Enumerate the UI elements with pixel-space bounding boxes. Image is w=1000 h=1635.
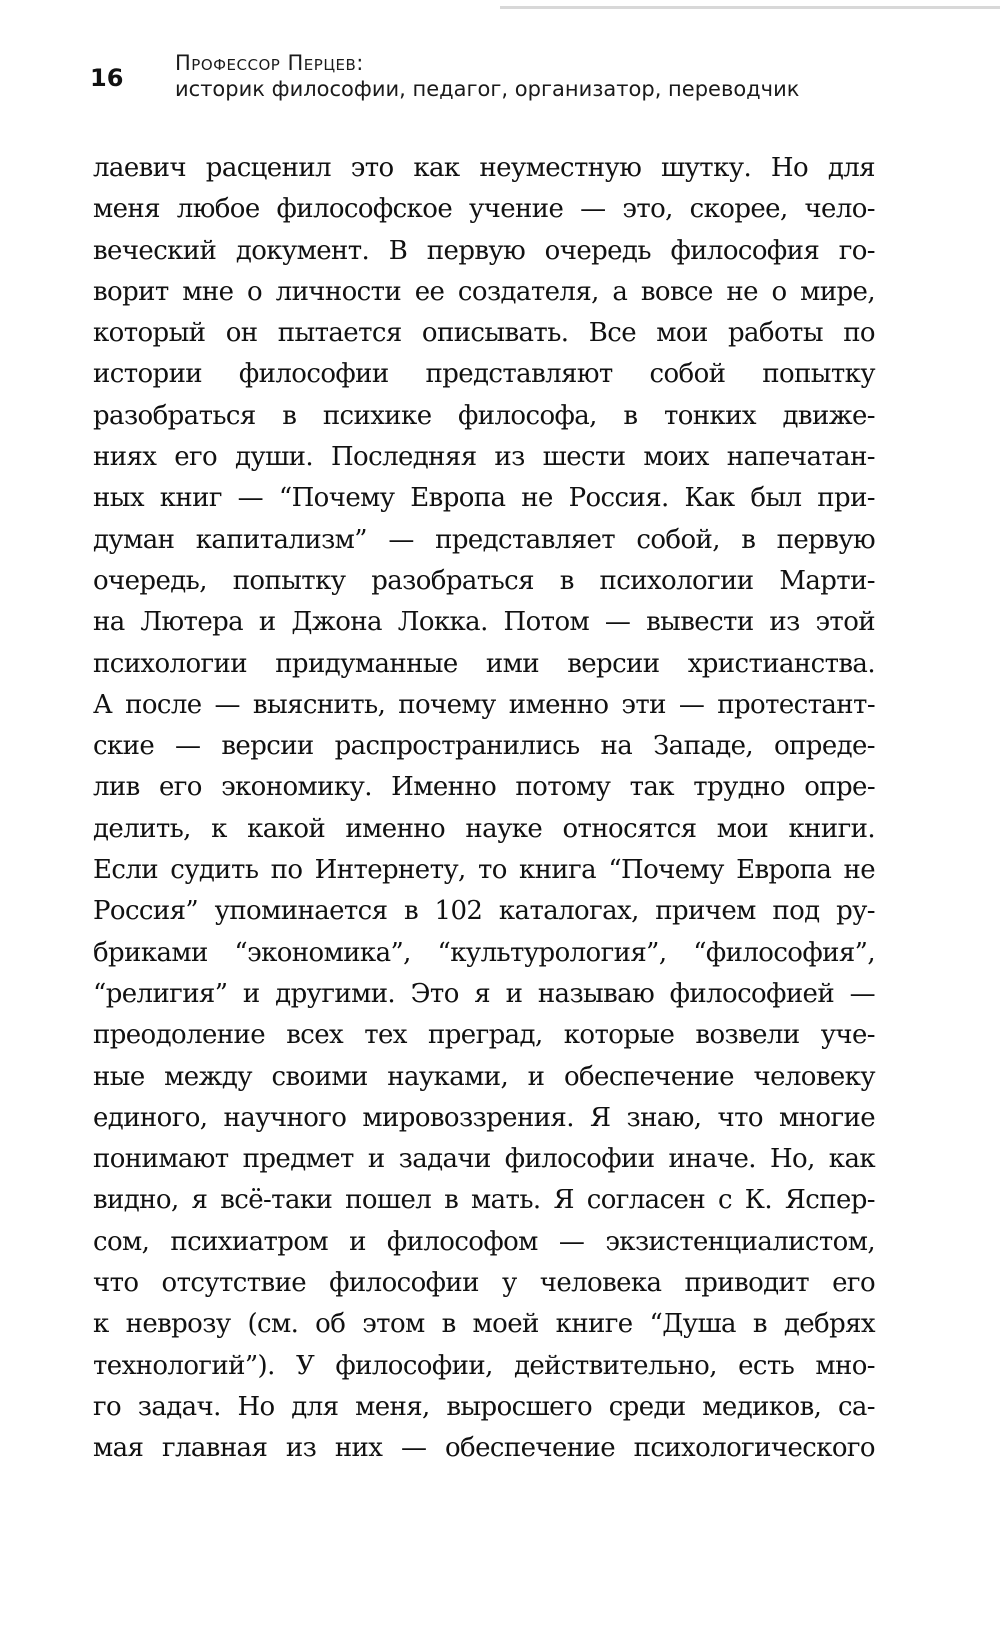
text-line: видно, я всё-таки пошел в мать. Я согласен с К. Яспер-: [93, 1185, 875, 1216]
top-edge-rule: [500, 6, 1000, 9]
text-line: единого, научного мировоззрения. Я знаю, что многие: [93, 1102, 875, 1133]
text-line: веческий документ. В первую очередь философия го-: [93, 235, 875, 266]
text-line: А после — выяснить, почему именно эти — протестант-: [93, 689, 875, 720]
text-line: ворит мне о личности ее создателя, а вовсе не о мире,: [93, 276, 875, 307]
text-line: очередь, попытку разобраться в психологии Марти-: [93, 565, 875, 596]
text-line: истории философии представляют собой попытку: [93, 359, 875, 390]
running-head: [175, 50, 799, 102]
text-line: го задач. Но для меня, выросшего среди медиков, са-: [93, 1391, 875, 1422]
text-line: понимают предмет и задачи философии иначе. Но, как: [93, 1144, 875, 1175]
text-line: лив его экономику. Именно потому так трудно опре-: [93, 772, 875, 803]
text-line: который он пытается описывать. Все мои работы по: [93, 318, 875, 349]
text-line: сом, психиатром и философом — экзистенциалистом,: [93, 1226, 875, 1257]
text-line: ские — версии распространились на Западе, опреде-: [93, 731, 875, 762]
text-line: Россия” упоминается в 102 каталогах, причем под ру-: [93, 896, 875, 927]
text-line: разобраться в психике философа, в тонких движе-: [93, 400, 875, 431]
text-line: Если судить по Интернету, то книга “Почему Европа не: [93, 855, 875, 886]
running-head-subtitle: историк философии, педагог, организатор, переводчик: [175, 77, 800, 101]
text-line: ниях его души. Последняя из шести моих напечатан-: [93, 442, 875, 473]
text-line: думан капитализм” — представляет собой, в первую: [93, 524, 875, 555]
text-line: меня любое философское учение — это, скорее, чело-: [93, 194, 875, 225]
text-line: к неврозу (см. об этом в моей книге “Душа в дебрях: [93, 1309, 875, 1340]
text-line: психологии придуманные ими версии христианства.: [93, 648, 875, 679]
text-line: лаевич расценил это как неуместную шутку. Но для: [93, 153, 875, 183]
running-head-title: Профессор Перцев:: [175, 51, 364, 75]
text-line: бриками “экономика”, “культурология”, “философия”,: [93, 937, 875, 968]
body-text: [93, 148, 875, 1470]
text-line: ные между своими науками, и обеспечение человеку: [93, 1061, 875, 1092]
text-line: мая главная из них — обеспечение психологического: [93, 1433, 875, 1464]
text-line: на Лютера и Джона Локка. Потом — вывести из этой: [93, 607, 875, 638]
text-line: ных книг — “Почему Европа не Россия. Как был при-: [93, 483, 875, 514]
text-line: делить, к какой именно науке относятся мои книги.: [93, 813, 875, 844]
text-line: преодоление всех тех преград, которые возвели уче-: [93, 1020, 875, 1051]
text-line: что отсутствие философии у человека приводит его: [93, 1268, 875, 1299]
page-number: 16: [90, 64, 124, 92]
text-line: “религия” и другими. Это я и называю философией —: [93, 978, 875, 1009]
text-line: технологий”). У философии, действительно, есть мно-: [93, 1350, 875, 1381]
